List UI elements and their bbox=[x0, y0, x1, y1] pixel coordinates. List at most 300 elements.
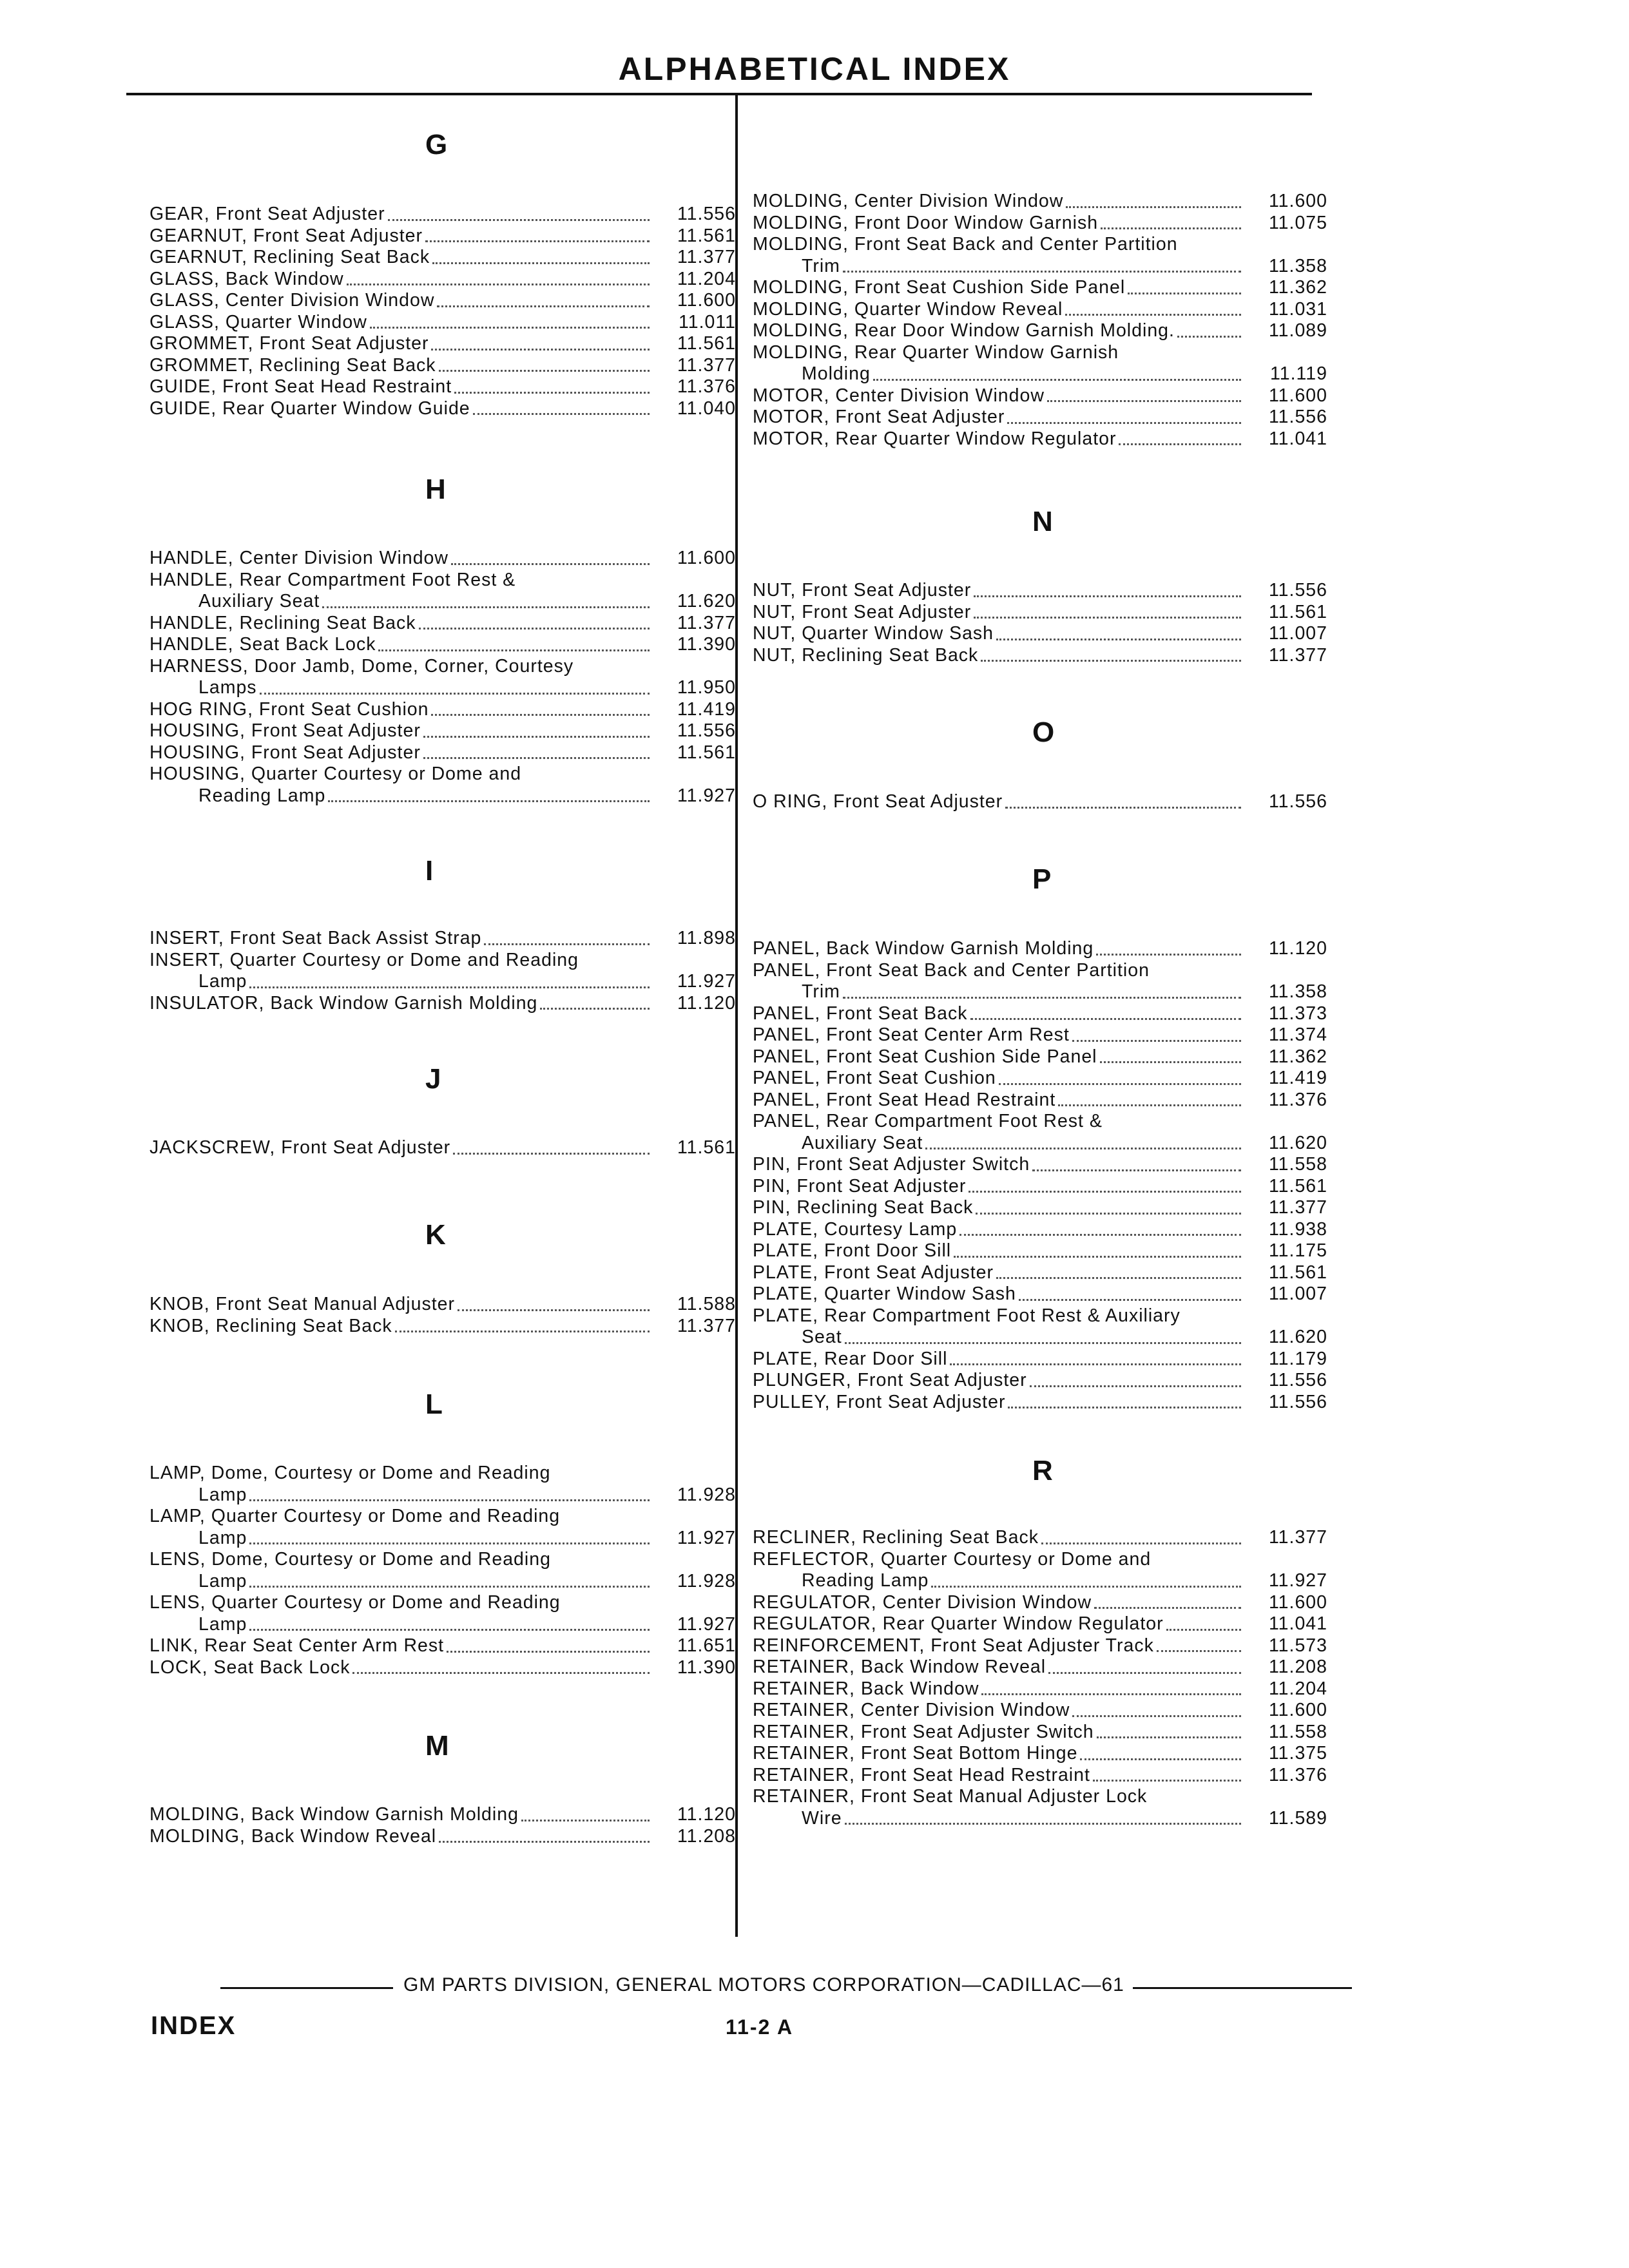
entry-page: 11.089 bbox=[1268, 320, 1327, 341]
leader-dots bbox=[431, 714, 650, 716]
entry-text: MOTOR, Center Division Window bbox=[753, 385, 1045, 406]
section-letter: I bbox=[425, 855, 434, 887]
entry-text: MOTOR, Rear Quarter Window Regulator bbox=[753, 428, 1117, 449]
index-entry bbox=[149, 355, 736, 377]
index-entry bbox=[149, 1592, 736, 1635]
leader-dots bbox=[974, 617, 1241, 619]
index-entry bbox=[149, 1804, 736, 1826]
leader-dots bbox=[352, 1672, 650, 1674]
footer-text: GM PARTS DIVISION, GENERAL MOTORS CORPORATION—CADILLAC—61 bbox=[403, 1974, 1124, 1995]
entry-page: 11.040 bbox=[677, 398, 736, 419]
entry-text: NUT, Front Seat Adjuster bbox=[753, 580, 972, 601]
index-entry bbox=[753, 960, 1327, 1003]
leader-dots bbox=[1094, 1607, 1241, 1609]
entry-page: 11.362 bbox=[1268, 277, 1327, 298]
index-section bbox=[149, 1804, 736, 1847]
leader-dots bbox=[1157, 1650, 1241, 1652]
entry-page: 11.588 bbox=[677, 1294, 736, 1314]
entry-page: 11.558 bbox=[1268, 1154, 1327, 1175]
entry-continuation: Auxiliary Seat bbox=[198, 591, 320, 611]
leader-dots bbox=[249, 1629, 650, 1631]
section-letter: M bbox=[425, 1730, 449, 1762]
entry-text: LENS, Dome, Courtesy or Dome and Reading bbox=[149, 1549, 551, 1570]
entry-continuation: Trim bbox=[802, 255, 840, 276]
entry-continuation: Lamp bbox=[198, 1613, 247, 1635]
entry-text: GEARNUT, Front Seat Adjuster bbox=[149, 225, 423, 246]
index-entry bbox=[753, 299, 1327, 321]
entry-page: 11.928 bbox=[677, 1570, 736, 1591]
leader-dots bbox=[925, 1148, 1241, 1149]
leader-dots bbox=[981, 660, 1241, 662]
entry-text: REGULATOR, Rear Quarter Window Regulator bbox=[753, 1613, 1164, 1634]
entry-text: MOLDING, Back Window Reveal bbox=[149, 1825, 437, 1847]
index-entry bbox=[753, 1068, 1327, 1090]
leader-dots bbox=[260, 693, 650, 695]
leader-dots bbox=[1100, 1061, 1242, 1063]
entry-page: 11.419 bbox=[677, 698, 736, 720]
entry-page: 11.620 bbox=[1268, 1132, 1327, 1153]
index-entry bbox=[753, 1090, 1327, 1111]
index-entry bbox=[149, 1463, 736, 1506]
index-entry bbox=[149, 204, 736, 226]
entry-text: GEAR, Front Seat Adjuster bbox=[149, 204, 385, 224]
entry-text: GLASS, Quarter Window bbox=[149, 311, 367, 332]
section-letter: R bbox=[1032, 1455, 1053, 1486]
entry-continuation: Reading Lamp bbox=[198, 785, 326, 806]
entry-text: PLATE, Rear Door Sill bbox=[753, 1348, 948, 1369]
entry-page: 11.938 bbox=[1268, 1218, 1327, 1240]
index-entry bbox=[149, 634, 736, 656]
index-entry bbox=[753, 1635, 1327, 1657]
entry-page: 11.377 bbox=[677, 1315, 736, 1336]
entry-text: PULLEY, Front Seat Adjuster bbox=[753, 1391, 1006, 1412]
entry-text: GLASS, Center Division Window bbox=[149, 290, 435, 311]
leader-dots bbox=[388, 219, 650, 221]
leader-dots bbox=[439, 370, 650, 372]
leader-dots bbox=[1007, 422, 1241, 424]
entry-continuation: Lamps bbox=[198, 677, 257, 698]
index-section bbox=[149, 1463, 736, 1678]
leader-dots bbox=[419, 628, 650, 629]
leader-dots bbox=[873, 379, 1241, 381]
leader-dots bbox=[1058, 1104, 1241, 1106]
index-entry bbox=[753, 1262, 1327, 1284]
leader-dots bbox=[1177, 336, 1241, 338]
entry-page: 11.041 bbox=[1268, 428, 1327, 449]
entry-text: PANEL, Front Seat Back bbox=[753, 1003, 968, 1024]
index-entry bbox=[149, 398, 736, 420]
index-entry bbox=[753, 1219, 1327, 1241]
index-section bbox=[753, 938, 1327, 1413]
index-section bbox=[753, 191, 1327, 450]
entry-text: MOLDING, Rear Quarter Window Garnish bbox=[753, 341, 1119, 363]
leader-dots bbox=[540, 1008, 650, 1010]
entry-page: 11.377 bbox=[677, 247, 736, 267]
entry-continuation: Lamp bbox=[198, 1570, 247, 1591]
index-entry bbox=[149, 1657, 736, 1679]
entry-text: GLASS, Back Window bbox=[149, 268, 344, 289]
entry-text: LENS, Quarter Courtesy or Dome and Reading bbox=[149, 1592, 561, 1613]
entry-text: MOLDING, Front Door Window Garnish bbox=[753, 212, 1099, 233]
entry-page: 11.561 bbox=[677, 1137, 736, 1158]
leader-dots bbox=[473, 413, 650, 415]
index-entry bbox=[753, 191, 1327, 213]
entry-text: NUT, Front Seat Adjuster bbox=[753, 601, 972, 622]
index-entry bbox=[753, 234, 1327, 277]
index-entry bbox=[753, 342, 1327, 385]
entry-page: 11.898 bbox=[677, 928, 736, 948]
leader-dots bbox=[451, 563, 650, 565]
entry-text: HOG RING, Front Seat Cushion bbox=[149, 698, 429, 720]
entry-page: 11.179 bbox=[1268, 1348, 1327, 1369]
entry-text: PLUNGER, Front Seat Adjuster bbox=[753, 1370, 1027, 1390]
index-entry bbox=[149, 290, 736, 312]
index-entry bbox=[149, 742, 736, 764]
leader-dots bbox=[1128, 293, 1241, 294]
index-entry bbox=[149, 1635, 736, 1657]
entry-page: 11.376 bbox=[1268, 1089, 1327, 1110]
leader-dots bbox=[959, 1234, 1241, 1236]
leader-dots bbox=[328, 800, 650, 802]
index-entry bbox=[753, 1592, 1327, 1614]
leader-dots bbox=[1166, 1629, 1241, 1631]
section-letter: O bbox=[1032, 716, 1055, 748]
entry-text: HANDLE, Seat Back Lock bbox=[149, 634, 376, 655]
leader-dots bbox=[974, 595, 1241, 597]
index-entry bbox=[149, 312, 736, 334]
entry-text: GROMMET, Front Seat Adjuster bbox=[149, 333, 429, 354]
index-entry bbox=[149, 1294, 736, 1316]
entry-text: GROMMET, Reclining Seat Back bbox=[149, 354, 436, 376]
section-letter: P bbox=[1032, 863, 1052, 895]
entry-continuation: Lamp bbox=[198, 1527, 247, 1548]
leader-dots bbox=[976, 1213, 1241, 1215]
entry-page: 11.600 bbox=[1268, 1700, 1327, 1720]
index-entry bbox=[753, 1024, 1327, 1046]
entry-text: RETAINER, Front Seat Bottom Hinge bbox=[753, 1743, 1078, 1763]
index-entry bbox=[753, 1392, 1327, 1414]
leader-dots bbox=[1080, 1758, 1241, 1760]
entry-text: KNOB, Front Seat Manual Adjuster bbox=[149, 1294, 455, 1314]
index-entry bbox=[149, 570, 736, 613]
index-entry bbox=[753, 645, 1327, 667]
entry-text: LAMP, Dome, Courtesy or Dome and Reading bbox=[149, 1463, 551, 1483]
leader-dots bbox=[1041, 1542, 1241, 1544]
leader-dots bbox=[931, 1586, 1241, 1588]
leader-dots bbox=[447, 1651, 650, 1653]
leader-dots bbox=[1093, 1780, 1241, 1782]
leader-dots bbox=[999, 1083, 1241, 1085]
entry-text: MOLDING, Front Seat Back and Center Partition bbox=[753, 234, 1178, 255]
entry-page: 11.620 bbox=[677, 591, 736, 611]
leader-dots bbox=[425, 240, 650, 242]
leader-dots bbox=[1096, 954, 1241, 956]
leader-dots bbox=[439, 1841, 650, 1843]
entry-text: GEARNUT, Reclining Seat Back bbox=[149, 247, 430, 267]
index-section bbox=[149, 548, 736, 807]
leader-dots bbox=[1019, 1299, 1241, 1301]
index-entry bbox=[149, 1826, 736, 1848]
index-entry bbox=[753, 1722, 1327, 1744]
entry-page: 11.556 bbox=[677, 720, 736, 741]
entry-page: 11.120 bbox=[677, 992, 736, 1014]
entry-continuation: Trim bbox=[802, 981, 840, 1002]
entry-page: 11.041 bbox=[1268, 1613, 1327, 1634]
entry-text: PANEL, Front Seat Cushion bbox=[753, 1068, 996, 1088]
index-entry bbox=[149, 764, 736, 807]
entry-page: 11.600 bbox=[677, 290, 736, 311]
index-entry bbox=[753, 1743, 1327, 1765]
leader-dots bbox=[395, 1331, 650, 1332]
entry-text: HANDLE, Rear Compartment Foot Rest & bbox=[149, 569, 516, 590]
page-number: 11-2 A bbox=[726, 2015, 794, 2039]
entry-page: 11.600 bbox=[1268, 385, 1327, 406]
leader-dots bbox=[1047, 400, 1241, 402]
index-entry bbox=[149, 247, 736, 269]
entry-text: NUT, Quarter Window Sash bbox=[753, 623, 994, 644]
index-entry bbox=[753, 407, 1327, 428]
index-entry bbox=[753, 580, 1327, 602]
entry-text: PANEL, Front Seat Back and Center Partition bbox=[753, 959, 1150, 981]
entry-text: HOUSING, Front Seat Adjuster bbox=[149, 720, 421, 741]
entry-text: RETAINER, Back Window Reveal bbox=[753, 1657, 1046, 1677]
leader-dots bbox=[1119, 443, 1241, 445]
index-entry bbox=[753, 320, 1327, 342]
entry-page: 11.927 bbox=[677, 1613, 736, 1635]
entry-page: 11.011 bbox=[679, 311, 736, 332]
leader-dots bbox=[996, 1277, 1241, 1279]
leader-dots bbox=[378, 649, 650, 651]
leader-dots bbox=[454, 392, 650, 394]
leader-dots bbox=[370, 327, 650, 329]
index-entry bbox=[149, 928, 736, 950]
entry-page: 11.377 bbox=[677, 612, 736, 633]
entry-page: 11.390 bbox=[677, 634, 736, 655]
entry-text: RETAINER, Center Division Window bbox=[753, 1700, 1070, 1720]
leader-dots bbox=[1032, 1169, 1241, 1171]
leader-dots bbox=[1072, 1715, 1241, 1717]
leader-dots bbox=[954, 1256, 1241, 1258]
index-entry bbox=[753, 1370, 1327, 1392]
entry-text: PANEL, Front Seat Head Restraint bbox=[753, 1089, 1056, 1110]
leader-dots bbox=[453, 1153, 650, 1155]
index-entry bbox=[753, 1176, 1327, 1198]
index-section bbox=[753, 580, 1327, 666]
leader-dots bbox=[1030, 1385, 1241, 1387]
index-entry bbox=[149, 699, 736, 721]
index-entry bbox=[753, 1197, 1327, 1219]
entry-page: 11.556 bbox=[1268, 1391, 1327, 1412]
entry-text: REGULATOR, Center Division Window bbox=[753, 1591, 1092, 1613]
index-entry bbox=[753, 1678, 1327, 1700]
entry-page: 11.558 bbox=[1268, 1721, 1327, 1742]
index-entry bbox=[149, 1137, 736, 1159]
entry-text: HANDLE, Center Division Window bbox=[149, 548, 448, 568]
leader-dots bbox=[458, 1309, 650, 1311]
entry-page: 11.119 bbox=[1270, 363, 1327, 384]
index-entry bbox=[753, 1003, 1327, 1025]
entry-text: PANEL, Front Seat Cushion Side Panel bbox=[753, 1046, 1097, 1067]
index-entry bbox=[753, 1240, 1327, 1262]
entry-page: 11.927 bbox=[677, 971, 736, 992]
entry-continuation: Wire bbox=[802, 1807, 842, 1829]
entry-page: 11.651 bbox=[677, 1635, 736, 1656]
entry-page: 11.120 bbox=[677, 1804, 736, 1825]
entry-text: REINFORCEMENT, Front Seat Adjuster Track bbox=[753, 1635, 1154, 1656]
entry-page: 11.600 bbox=[1268, 191, 1327, 211]
entry-page: 11.375 bbox=[1268, 1743, 1327, 1763]
entry-continuation: Molding bbox=[802, 363, 871, 384]
index-entry bbox=[149, 1549, 736, 1592]
leader-dots bbox=[981, 1693, 1241, 1695]
entry-page: 11.120 bbox=[1268, 938, 1327, 959]
index-entry bbox=[753, 602, 1327, 624]
entry-text: HANDLE, Reclining Seat Back bbox=[149, 612, 416, 633]
entry-page: 11.556 bbox=[1268, 1370, 1327, 1390]
footer-rule-left bbox=[220, 1987, 393, 1989]
index-entry bbox=[753, 1549, 1327, 1592]
entry-text: RETAINER, Front Seat Adjuster Switch bbox=[753, 1721, 1094, 1742]
entry-text: MOTOR, Front Seat Adjuster bbox=[753, 407, 1005, 427]
section-letter: J bbox=[425, 1063, 441, 1095]
leader-dots bbox=[845, 1823, 1241, 1825]
entry-text: RECLINER, Reclining Seat Back bbox=[753, 1527, 1039, 1548]
index-entry bbox=[753, 1657, 1327, 1678]
entry-text: PANEL, Rear Compartment Foot Rest & bbox=[753, 1111, 1103, 1131]
index-entry bbox=[149, 613, 736, 635]
entry-text: HOUSING, Front Seat Adjuster bbox=[149, 742, 421, 763]
entry-text: RETAINER, Back Window bbox=[753, 1678, 979, 1699]
leader-dots bbox=[249, 1499, 650, 1501]
entry-text: PIN, Reclining Seat Back bbox=[753, 1197, 974, 1218]
leader-dots bbox=[347, 284, 650, 285]
leader-dots bbox=[249, 1542, 650, 1544]
index-entry bbox=[149, 226, 736, 247]
index-entry bbox=[149, 656, 736, 699]
entry-text: MOLDING, Front Seat Cushion Side Panel bbox=[753, 277, 1126, 298]
leader-dots bbox=[843, 271, 1241, 273]
entry-text: MOLDING, Quarter Window Reveal bbox=[753, 298, 1063, 320]
entry-page: 11.362 bbox=[1268, 1046, 1327, 1067]
leader-dots bbox=[1066, 206, 1241, 208]
index-entry bbox=[753, 1700, 1327, 1722]
entry-text: O RING, Front Seat Adjuster bbox=[753, 791, 1003, 812]
entry-page: 11.928 bbox=[677, 1484, 736, 1505]
leader-dots bbox=[1097, 1736, 1241, 1738]
leader-dots bbox=[1008, 1407, 1241, 1408]
footer-rule-right bbox=[1133, 1987, 1352, 1989]
entry-text: INSERT, Front Seat Back Assist Strap bbox=[149, 928, 482, 948]
index-entry bbox=[149, 548, 736, 570]
index-entry bbox=[149, 1506, 736, 1549]
entry-page: 11.600 bbox=[677, 548, 736, 568]
leader-dots bbox=[249, 986, 650, 988]
index-entry bbox=[753, 1111, 1327, 1154]
entry-continuation: Lamp bbox=[198, 1484, 247, 1505]
entry-continuation: Reading Lamp bbox=[802, 1570, 929, 1591]
entry-page: 11.556 bbox=[1268, 580, 1327, 601]
entry-page: 11.358 bbox=[1268, 255, 1327, 276]
entry-text: HARNESS, Door Jamb, Dome, Corner, Courtesy bbox=[149, 655, 574, 677]
section-letter: N bbox=[1032, 506, 1053, 537]
entry-page: 11.007 bbox=[1268, 1283, 1327, 1304]
entry-continuation: Seat bbox=[802, 1327, 842, 1347]
entry-text: MOLDING, Back Window Garnish Molding bbox=[149, 1804, 519, 1825]
index-entry bbox=[753, 213, 1327, 235]
leader-dots bbox=[969, 1191, 1241, 1193]
index-section bbox=[149, 928, 736, 1014]
entry-text: HOUSING, Quarter Courtesy or Dome and bbox=[149, 764, 522, 784]
index-section bbox=[149, 1137, 736, 1159]
entry-page: 11.204 bbox=[677, 268, 736, 289]
entry-text: INSULATOR, Back Window Garnish Molding bbox=[149, 992, 538, 1014]
index-entry bbox=[753, 1305, 1327, 1349]
entry-page: 11.175 bbox=[1268, 1240, 1327, 1261]
entry-text: RETAINER, Front Seat Manual Adjuster Lock bbox=[753, 1786, 1148, 1807]
leader-dots bbox=[423, 757, 650, 759]
entry-page: 11.600 bbox=[1268, 1591, 1327, 1613]
section-letter: L bbox=[425, 1389, 443, 1420]
entry-text: PLATE, Front Seat Adjuster bbox=[753, 1262, 994, 1283]
entry-page: 11.373 bbox=[1268, 1003, 1327, 1024]
entry-page: 11.556 bbox=[1268, 407, 1327, 427]
index-entry bbox=[753, 1613, 1327, 1635]
entry-page: 11.927 bbox=[677, 1527, 736, 1548]
entry-page: 11.204 bbox=[1268, 1678, 1327, 1699]
entry-page: 11.376 bbox=[677, 376, 736, 397]
index-entry bbox=[753, 1154, 1327, 1176]
index-entry bbox=[753, 1527, 1327, 1549]
entry-text: INSERT, Quarter Courtesy or Dome and Reading bbox=[149, 949, 579, 970]
index-entry bbox=[753, 1283, 1327, 1305]
leader-dots bbox=[322, 606, 650, 608]
index-entry bbox=[753, 385, 1327, 407]
leader-dots bbox=[996, 639, 1241, 640]
entry-page: 11.358 bbox=[1268, 981, 1327, 1002]
entry-page: 11.573 bbox=[1268, 1635, 1327, 1656]
entry-text: RETAINER, Front Seat Head Restraint bbox=[753, 1764, 1090, 1785]
entry-text: PANEL, Front Seat Center Arm Rest bbox=[753, 1024, 1070, 1045]
entry-page: 11.927 bbox=[1268, 1570, 1327, 1591]
entry-page: 11.377 bbox=[1268, 1527, 1327, 1548]
section-letter: H bbox=[425, 474, 446, 505]
entry-text: NUT, Reclining Seat Back bbox=[753, 644, 979, 666]
index-entry bbox=[149, 720, 736, 742]
leader-dots bbox=[970, 1018, 1241, 1020]
entry-page: 11.208 bbox=[1268, 1657, 1327, 1677]
index-entry bbox=[149, 333, 736, 355]
entry-text: MOLDING, Rear Door Window Garnish Molding. bbox=[753, 320, 1175, 341]
entry-text: PIN, Front Seat Adjuster bbox=[753, 1175, 967, 1196]
entry-page: 11.561 bbox=[677, 225, 736, 246]
index-entry bbox=[753, 1349, 1327, 1370]
entry-page: 11.007 bbox=[1268, 623, 1327, 644]
index-entry bbox=[753, 791, 1327, 813]
entry-text: PIN, Front Seat Adjuster Switch bbox=[753, 1154, 1030, 1175]
entry-text: LAMP, Quarter Courtesy or Dome and Reading bbox=[149, 1506, 561, 1526]
entry-text: REFLECTOR, Quarter Courtesy or Dome and bbox=[753, 1548, 1152, 1570]
leader-dots bbox=[484, 943, 650, 945]
index-entry bbox=[149, 376, 736, 398]
entry-text: KNOB, Reclining Seat Back bbox=[149, 1315, 392, 1336]
leader-dots bbox=[843, 997, 1241, 999]
entry-page: 11.556 bbox=[677, 204, 736, 224]
section-letter: K bbox=[425, 1219, 446, 1251]
entry-text: MOLDING, Center Division Window bbox=[753, 191, 1064, 211]
entry-page: 11.561 bbox=[677, 333, 736, 354]
entry-page: 11.031 bbox=[1268, 298, 1327, 320]
entry-page: 11.419 bbox=[1268, 1068, 1327, 1088]
